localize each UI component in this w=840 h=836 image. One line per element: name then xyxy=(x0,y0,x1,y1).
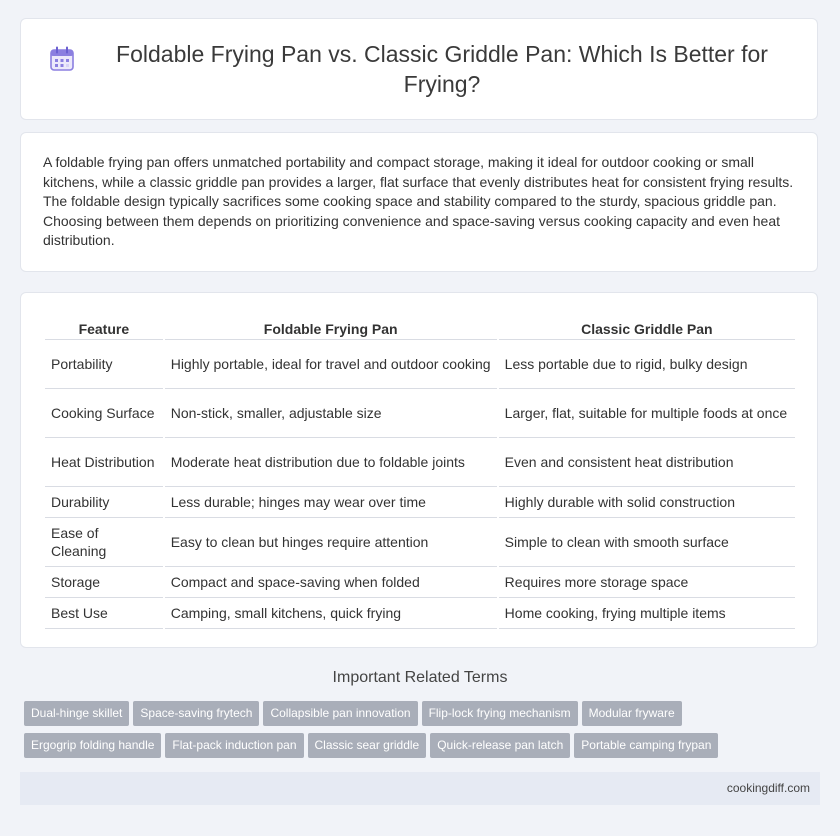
footer xyxy=(20,772,820,805)
griddle-cell: Highly durable with solid construction xyxy=(499,487,795,518)
related-tag[interactable]: Space-saving frytech xyxy=(133,701,259,726)
griddle-cell: Larger, flat, suitable for multiple foods at once xyxy=(499,389,795,438)
foldable-cell: Less durable; hinges may wear over time xyxy=(165,487,497,518)
related-tag[interactable]: Collapsible pan innovation xyxy=(263,701,417,726)
page-title: Foldable Frying Pan vs. Classic Griddle Pan: Which Is Better for Frying? xyxy=(116,41,768,97)
calendar-icon xyxy=(49,46,75,72)
table-header-row xyxy=(45,307,795,340)
table-row xyxy=(45,340,795,389)
comparison-card xyxy=(20,292,818,648)
related-tag[interactable]: Quick-release pan latch xyxy=(430,733,570,758)
related-tags xyxy=(24,701,824,765)
foldable-cell: Easy to clean but hinges require attention xyxy=(165,518,497,567)
feature-cell: Durability xyxy=(45,487,163,518)
griddle-cell: Even and consistent heat distribution xyxy=(499,438,795,487)
intro-card xyxy=(20,132,818,272)
table-row xyxy=(45,518,795,567)
related-tag[interactable]: Modular fryware xyxy=(582,701,682,726)
feature-cell: Storage xyxy=(45,567,163,598)
griddle-cell: Home cooking, frying multiple items xyxy=(499,598,795,629)
table-row xyxy=(45,567,795,598)
table-row xyxy=(45,389,795,438)
title-card xyxy=(20,18,818,120)
related-tag[interactable]: Ergogrip folding handle xyxy=(24,733,161,758)
header-foldable: Foldable Frying Pan xyxy=(165,307,497,340)
intro-text: A foldable frying pan offers unmatched portability and compact storage, making it ideal for outdoor cooking or small kitchens, while a classic griddle pan provides a larger, flat surface that evenly distributes heat for consistent frying results. The foldable design typically sacrifices some cooking space and stability compared to the sturdy, spacious griddle pan. Choosing between them depends on prioritizing convenience and space-saving versus cooking capacity and even heat distribution. xyxy=(43,154,794,249)
title-wrap xyxy=(49,39,789,99)
foldable-cell: Non-stick, smaller, adjustable size xyxy=(165,389,497,438)
feature-cell: Best Use xyxy=(45,598,163,629)
table-row xyxy=(45,598,795,629)
related-tag[interactable]: Classic sear griddle xyxy=(308,733,427,758)
related-terms-title: Important Related Terms xyxy=(332,669,508,686)
header-griddle: Classic Griddle Pan xyxy=(499,307,795,340)
feature-cell: Heat Distribution xyxy=(45,438,163,487)
griddle-cell: Less portable due to rigid, bulky design xyxy=(499,340,795,389)
header-feature: Feature xyxy=(45,307,163,340)
comparison-table xyxy=(43,307,797,629)
related-tag[interactable]: Portable camping frypan xyxy=(574,733,718,758)
feature-cell: Ease of Cleaning xyxy=(45,518,163,567)
foldable-cell: Highly portable, ideal for travel and outdoor cooking xyxy=(165,340,497,389)
foldable-cell: Camping, small kitchens, quick frying xyxy=(165,598,497,629)
feature-cell: Cooking Surface xyxy=(45,389,163,438)
griddle-cell: Simple to clean with smooth surface xyxy=(499,518,795,567)
feature-cell: Portability xyxy=(45,340,163,389)
table-row xyxy=(45,487,795,518)
table-row xyxy=(45,438,795,487)
griddle-cell: Requires more storage space xyxy=(499,567,795,598)
related-tag[interactable]: Dual-hinge skillet xyxy=(24,701,129,726)
foldable-cell: Moderate heat distribution due to foldable joints xyxy=(165,438,497,487)
footer-site-link[interactable]: cookingdiff.com xyxy=(726,781,810,795)
foldable-cell: Compact and space-saving when folded xyxy=(165,567,497,598)
related-tag[interactable]: Flat-pack induction pan xyxy=(165,733,303,758)
related-tag[interactable]: Flip-lock frying mechanism xyxy=(422,701,578,726)
